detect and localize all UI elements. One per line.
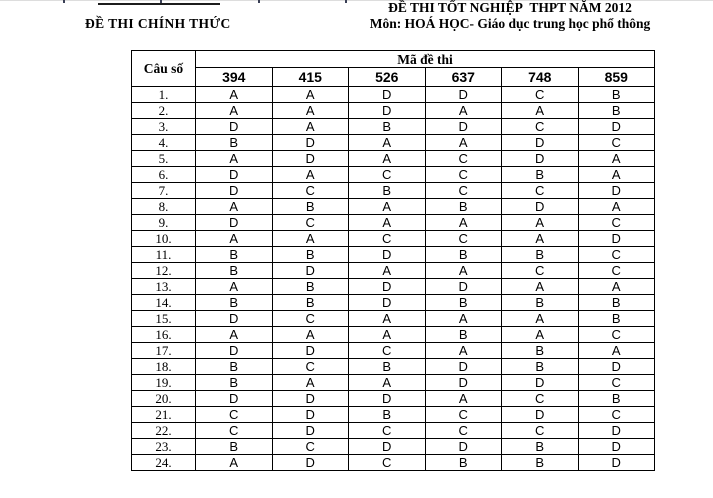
question-number: 11.	[132, 247, 196, 263]
table-row	[132, 327, 655, 343]
question-number: 17.	[132, 343, 196, 359]
answer-cell: D	[272, 263, 349, 279]
answer-cell: C	[578, 135, 655, 151]
table-row	[132, 167, 655, 183]
answer-cell: A	[502, 231, 579, 247]
answer-cell: C	[349, 423, 426, 439]
answer-cell: B	[502, 167, 579, 183]
answer-cell: B	[272, 247, 349, 263]
answer-cell: A	[425, 263, 502, 279]
answer-cell: A	[502, 327, 579, 343]
answer-cell: A	[196, 87, 273, 103]
answer-cell: D	[578, 359, 655, 375]
answer-cell: B	[349, 119, 426, 135]
answer-cell: C	[578, 327, 655, 343]
answer-cell: A	[349, 263, 426, 279]
answer-cell: A	[272, 119, 349, 135]
answer-cell: B	[349, 407, 426, 423]
answer-cell: B	[196, 263, 273, 279]
answer-cell: B	[272, 199, 349, 215]
answer-cell: D	[578, 439, 655, 455]
answer-cell: A	[578, 167, 655, 183]
answer-cell: D	[349, 87, 426, 103]
answer-cell: B	[502, 439, 579, 455]
table-row	[132, 263, 655, 279]
question-number: 4.	[132, 135, 196, 151]
answer-cell: A	[196, 103, 273, 119]
answer-cell: A	[349, 135, 426, 151]
cropped-glyph-tip	[160, 0, 162, 3]
answer-cell: A	[196, 455, 273, 471]
answer-cell: D	[349, 247, 426, 263]
document-subtitle: Môn: HOÁ HỌC- Giáo dục trung học phổ thông	[369, 16, 651, 31]
cropped-glyph-tip	[258, 0, 260, 3]
answer-cell: B	[196, 375, 273, 391]
answer-cell: D	[196, 167, 273, 183]
answer-cell: A	[196, 279, 273, 295]
answer-cell: C	[502, 263, 579, 279]
answer-cell: C	[578, 407, 655, 423]
answer-cell: B	[502, 295, 579, 311]
table-row	[132, 423, 655, 439]
answer-cell: D	[272, 407, 349, 423]
answer-cell: A	[272, 103, 349, 119]
answer-cell: B	[578, 295, 655, 311]
cropped-glyph-tip	[63, 0, 65, 3]
answer-cell: D	[196, 183, 273, 199]
answer-cell: A	[502, 311, 579, 327]
question-number: 8.	[132, 199, 196, 215]
answer-cell: D	[578, 455, 655, 471]
table-row	[132, 247, 655, 263]
answer-cell: A	[425, 391, 502, 407]
answer-cell: C	[272, 311, 349, 327]
answer-cell: B	[502, 247, 579, 263]
answer-cell: B	[349, 183, 426, 199]
answer-cell: C	[578, 215, 655, 231]
answer-cell: C	[502, 391, 579, 407]
answer-cell: D	[425, 87, 502, 103]
answer-cell: D	[272, 135, 349, 151]
answer-cell: D	[196, 391, 273, 407]
answer-cell: C	[425, 151, 502, 167]
answer-cell: B	[272, 279, 349, 295]
table-row	[132, 215, 655, 231]
answer-cell: A	[425, 311, 502, 327]
answer-cell: B	[349, 359, 426, 375]
question-number: 18.	[132, 359, 196, 375]
answer-cell: D	[502, 135, 579, 151]
answer-cell: D	[349, 439, 426, 455]
answer-cell: B	[425, 247, 502, 263]
answer-cell: A	[349, 327, 426, 343]
answer-cell: B	[578, 311, 655, 327]
answer-cell: A	[196, 231, 273, 247]
answer-cell: C	[349, 455, 426, 471]
answer-cell: A	[349, 375, 426, 391]
answer-cell: B	[502, 359, 579, 375]
answer-cell: B	[578, 391, 655, 407]
answer-cell: A	[502, 279, 579, 295]
table-row	[132, 391, 655, 407]
answer-cell: C	[272, 439, 349, 455]
answer-cell: D	[272, 391, 349, 407]
answer-cell: A	[196, 199, 273, 215]
question-number: 6.	[132, 167, 196, 183]
answer-cell: B	[196, 295, 273, 311]
answer-cell: C	[502, 183, 579, 199]
question-number: 12.	[132, 263, 196, 279]
answer-cell: A	[425, 343, 502, 359]
group-header-row	[132, 51, 655, 68]
answer-cell: B	[578, 87, 655, 103]
answer-cell: D	[425, 359, 502, 375]
answer-cell: D	[349, 391, 426, 407]
table-row	[132, 343, 655, 359]
answer-cell: B	[425, 327, 502, 343]
answer-cell: C	[578, 263, 655, 279]
answer-cell: D	[196, 119, 273, 135]
answer-cell: A	[272, 327, 349, 343]
code-header-row	[132, 68, 655, 87]
answer-cell: C	[425, 231, 502, 247]
answer-cell: B	[196, 247, 273, 263]
code-column-header: 394	[196, 68, 273, 87]
answer-cell: C	[578, 247, 655, 263]
code-column-header: 526	[349, 68, 426, 87]
table-row	[132, 407, 655, 423]
table-row	[132, 87, 655, 103]
answer-cell: B	[196, 439, 273, 455]
answer-cell: A	[578, 343, 655, 359]
answer-cell: D	[272, 455, 349, 471]
answer-cell: D	[578, 183, 655, 199]
question-number: 24.	[132, 455, 196, 471]
answer-cell: D	[502, 151, 579, 167]
answer-cell: C	[578, 375, 655, 391]
table-row	[132, 375, 655, 391]
code-column-header: 415	[272, 68, 349, 87]
table-row	[132, 231, 655, 247]
answer-cell: B	[425, 455, 502, 471]
code-column-header: 859	[578, 68, 655, 87]
answer-cell: D	[578, 423, 655, 439]
answer-cell: B	[425, 199, 502, 215]
answer-cell: C	[196, 407, 273, 423]
table-row	[132, 455, 655, 471]
answer-cell: A	[425, 215, 502, 231]
answer-cell: A	[578, 279, 655, 295]
question-number: 16.	[132, 327, 196, 343]
answer-cell: D	[578, 231, 655, 247]
answer-cell: D	[272, 151, 349, 167]
document-title-block	[330, 0, 690, 32]
question-number: 1.	[132, 87, 196, 103]
answer-cell: C	[349, 231, 426, 247]
table-row	[132, 119, 655, 135]
question-number: 15.	[132, 311, 196, 327]
answer-cell: B	[502, 455, 579, 471]
answer-cell: C	[272, 359, 349, 375]
answer-cell: C	[349, 343, 426, 359]
answer-cell: B	[196, 359, 273, 375]
answer-cell: D	[196, 343, 273, 359]
table-row	[132, 199, 655, 215]
answer-cell: D	[272, 423, 349, 439]
question-number: 5.	[132, 151, 196, 167]
code-column-header: 637	[425, 68, 502, 87]
answer-cell: C	[425, 407, 502, 423]
answer-cell: D	[425, 375, 502, 391]
question-number: 23.	[132, 439, 196, 455]
answer-cell: C	[425, 167, 502, 183]
answer-cell: D	[196, 311, 273, 327]
answer-cell: B	[502, 343, 579, 359]
answer-cell: A	[349, 199, 426, 215]
answer-cell: B	[196, 135, 273, 151]
answer-cell: D	[349, 103, 426, 119]
answer-cell: B	[578, 103, 655, 119]
question-number: 3.	[132, 119, 196, 135]
answer-cell: D	[196, 215, 273, 231]
answer-cell: A	[578, 199, 655, 215]
answer-cell: A	[578, 151, 655, 167]
answer-cell: C	[272, 183, 349, 199]
answer-cell: A	[349, 151, 426, 167]
answer-cell: D	[272, 343, 349, 359]
question-number: 7.	[132, 183, 196, 199]
answer-cell: D	[349, 295, 426, 311]
question-number: 14.	[132, 295, 196, 311]
answer-table-body	[132, 87, 655, 471]
answer-cell: A	[196, 151, 273, 167]
answer-cell: B	[272, 295, 349, 311]
answer-cell: A	[349, 311, 426, 327]
table-row	[132, 295, 655, 311]
table-row	[132, 183, 655, 199]
answer-cell: A	[349, 215, 426, 231]
answer-cell: C	[502, 119, 579, 135]
question-number: 10.	[132, 231, 196, 247]
answer-cell: A	[502, 103, 579, 119]
answer-cell: C	[349, 167, 426, 183]
table-row	[132, 135, 655, 151]
answer-cell: C	[425, 423, 502, 439]
code-column-header: 748	[502, 68, 579, 87]
table-row	[132, 311, 655, 327]
table-row	[132, 359, 655, 375]
document-title: ĐỀ THI TỐT NGHIỆP THPT NĂM 2012	[388, 0, 632, 15]
answer-cell: B	[425, 295, 502, 311]
table-row	[132, 103, 655, 119]
answer-cell: C	[425, 183, 502, 199]
question-number-header: Câu số	[132, 51, 196, 87]
answer-cell: D	[502, 407, 579, 423]
answer-cell: C	[196, 423, 273, 439]
answer-cell: A	[272, 167, 349, 183]
question-number: 13.	[132, 279, 196, 295]
exam-code-group-header: Mã đề thi	[196, 51, 655, 68]
question-number: 20.	[132, 391, 196, 407]
question-number: 19.	[132, 375, 196, 391]
answer-cell: A	[425, 135, 502, 151]
cropped-underline	[98, 3, 220, 5]
table-row	[132, 439, 655, 455]
answer-key-table	[131, 50, 655, 471]
question-number: 21.	[132, 407, 196, 423]
answer-cell: A	[425, 103, 502, 119]
answer-cell: D	[502, 199, 579, 215]
answer-cell: C	[502, 423, 579, 439]
answer-cell: D	[425, 119, 502, 135]
answer-cell: A	[196, 327, 273, 343]
table-row	[132, 279, 655, 295]
answer-cell: A	[272, 231, 349, 247]
answer-cell: D	[425, 439, 502, 455]
answer-cell: D	[502, 375, 579, 391]
question-number: 22.	[132, 423, 196, 439]
answer-cell: A	[502, 215, 579, 231]
answer-cell: C	[272, 215, 349, 231]
answer-cell: D	[425, 279, 502, 295]
answer-cell: A	[272, 375, 349, 391]
question-number: 2.	[132, 103, 196, 119]
answer-cell: A	[272, 87, 349, 103]
table-row	[132, 151, 655, 167]
answer-cell: C	[502, 87, 579, 103]
official-exam-label: ĐỀ THI CHÍNH THỨC	[85, 16, 231, 31]
question-number: 9.	[132, 215, 196, 231]
answer-cell: D	[349, 279, 426, 295]
answer-cell: D	[578, 119, 655, 135]
